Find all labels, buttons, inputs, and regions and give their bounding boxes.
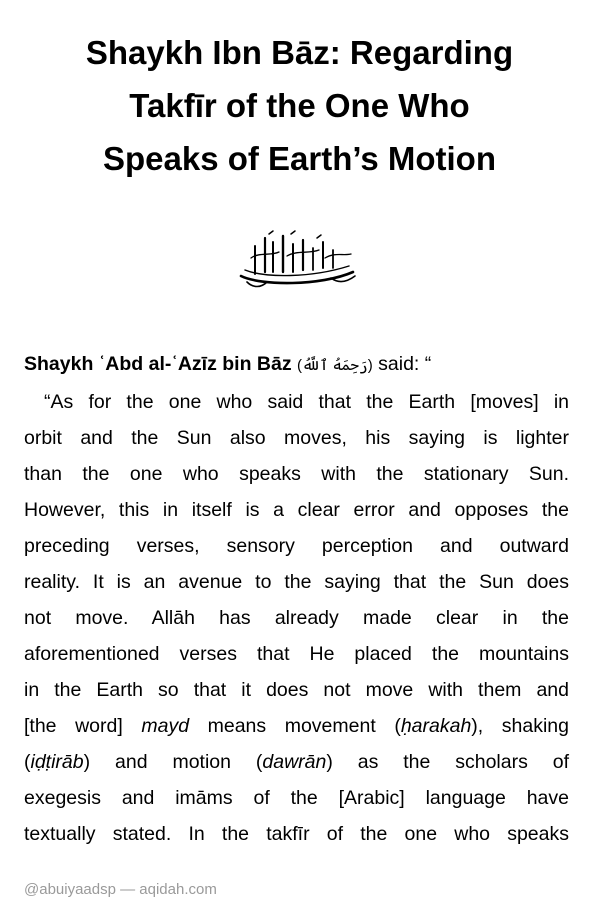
basmala-calligraphy <box>231 228 363 290</box>
body-line: not move. Allāh has already made clear in the <box>24 607 569 629</box>
title-line-2: Takfīr of the One Who <box>129 87 470 124</box>
body-line: aforementioned verses that He placed the mountains <box>24 643 569 665</box>
body-line: exegesis and imāms of the [Arabic] language have <box>24 787 569 809</box>
body-line: However, this in itself is a clear error and opposes the <box>24 499 569 521</box>
title-line-1: Shaykh Ibn Bāz: Regarding <box>85 34 514 71</box>
body-line: reality. It is an avenue to the saying that the Sun does <box>24 571 569 593</box>
italic-term: ḥarakah <box>400 715 472 737</box>
footer-credit: @abuiyaadsp — aqidah.com <box>24 881 217 898</box>
text-run: ), shaking <box>471 715 569 737</box>
body-line: preceding verses, sensory perception and outward <box>24 535 569 557</box>
speaker-name: Shaykh ʿAbd al-ʿAzīz bin Bāz <box>24 353 292 375</box>
text-run: ) as the scholars of <box>326 751 569 773</box>
text-run: means movement ( <box>189 715 401 737</box>
italic-term: mayd <box>141 715 190 737</box>
speaker-line <box>24 351 431 379</box>
body-line: textually stated. In the takfīr of the one who speaks <box>24 823 569 845</box>
quote-body <box>24 384 569 852</box>
italic-term: iḍṭirāb <box>30 751 84 773</box>
page-title <box>20 26 579 185</box>
title-line-3: Speaks of Earth’s Motion <box>102 140 496 177</box>
text-run: ) and motion ( <box>83 751 263 773</box>
body-line: than the one who speaks with the stationary Sun. <box>24 463 569 485</box>
body-line: “As for the one who said that the Earth [moves] in <box>44 391 569 413</box>
italic-term: dawrān <box>262 751 327 773</box>
body-line <box>24 708 569 744</box>
body-line: in the Earth so that it does not move with them and <box>24 679 569 701</box>
text-run: ( <box>24 751 31 773</box>
text-run: [the word] <box>24 715 142 737</box>
body-line <box>24 744 569 780</box>
speaker-honorific: (رَحِمَهُ ٱللَّهُ) <box>297 357 373 374</box>
body-line: orbit and the Sun also moves, his saying is lighter <box>24 427 569 449</box>
speaker-said: said: “ <box>378 353 432 375</box>
